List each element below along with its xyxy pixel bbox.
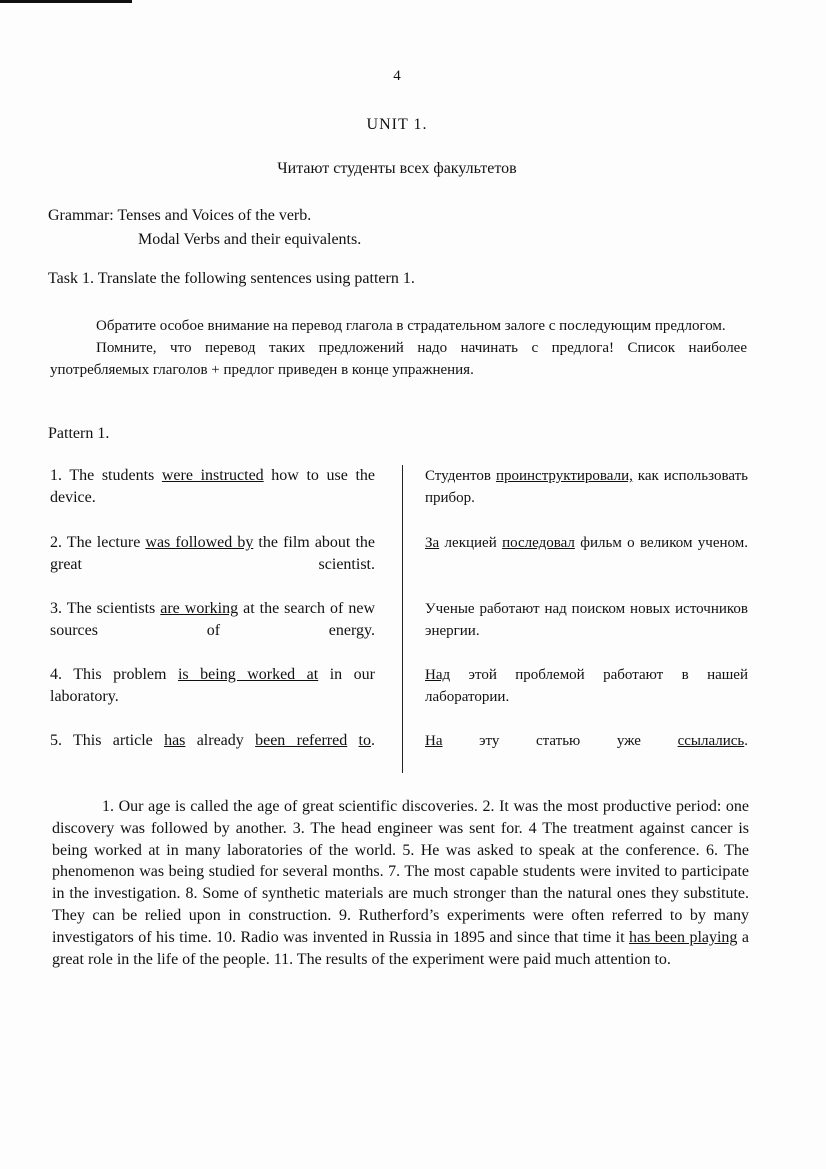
- exercise-paragraph: 1. Our age is called the age of great scientific discoveries. 2. It was the most productive period: one discovery was followed by another. 3. The head engineer was sent for. 4 The treatment against cancer is being worked at in many laboratories of the world. 5. He was asked to speak at the conference. 6. The phenomenon was being studied for several months. 7. The most capable students were invited to participate in the investigation. 8. Some of synthetic materials are much stronger than the natural ones they substitute. They can be relied upon in construction. 9. Rutherford’s experiments were often referred to by many investigators of his time. 10. Radio was invented in Russia in 1895 and since that time it has been playing a great role in the life of the people. 11. The results of the experiment were paid much attention to.: [52, 798, 749, 968]
- underlined-phrase: За: [425, 535, 440, 551]
- russian-translation: Ученые работают над поиском новых источников энергии.: [425, 601, 748, 639]
- underlined-phrase: На: [425, 733, 443, 749]
- russian-translation: На эту статью уже ссылались.: [425, 733, 748, 749]
- instructions: [50, 315, 747, 381]
- english-sentence: 4. This problem is being worked at in our laboratory.: [50, 666, 376, 705]
- top-scan-line: [0, 0, 132, 3]
- underlined-phrase: ссылались: [677, 733, 745, 749]
- underlined-phrase: to: [358, 732, 371, 749]
- instruction-paragraph-2: Помните, что перевод таких предложений надо начинать с предлога! Список наиболее употребляемых глаголов + предлог приведен в конце упражнения.: [50, 340, 747, 378]
- task-heading: Task 1. Translate the following sentences using pattern 1.: [48, 270, 415, 287]
- underlined-phrase: has: [164, 732, 186, 749]
- pattern-row-3: [50, 598, 748, 646]
- underlined-phrase: been referred: [255, 732, 348, 749]
- english-sentence: 1. The students were instructed how to use the device.: [50, 467, 375, 506]
- underlined-phrase: последовал: [502, 535, 575, 551]
- grammar-line-2: Modal Verbs and their equivalents.: [138, 231, 362, 248]
- page-number: 4: [393, 68, 401, 84]
- underlined-phrase: are working: [160, 600, 239, 617]
- underlined-phrase: Над: [425, 667, 451, 683]
- english-sentence: 5. This article has already been referred to.: [50, 732, 375, 749]
- instruction-paragraph-1: Обратите особое внимание на перевод глагола в страдательном залоге с последующим предлогом.: [96, 318, 726, 334]
- pattern-row-4: [50, 664, 748, 712]
- unit-title: UNIT 1.: [366, 116, 428, 133]
- pattern-label: Pattern 1.: [48, 425, 110, 442]
- underlined-phrase: was followed by: [145, 534, 254, 551]
- underlined-phrase: were instructed: [161, 467, 264, 484]
- grammar-line-1: Grammar: Tenses and Voices of the verb.: [48, 207, 312, 224]
- underlined-phrase: is being worked at: [177, 666, 319, 683]
- russian-translation: За лекцией последовал фильм о великом ученом.: [425, 535, 748, 551]
- pattern-row-5: [50, 730, 748, 778]
- underlined-phrase: проинструктировали,: [495, 468, 633, 484]
- underlined-phrase: has been playing: [629, 928, 738, 946]
- english-sentence: 2. The lecture was followed by the film about the great scientist.: [50, 534, 376, 573]
- pattern-row-1: [50, 465, 748, 513]
- subtitle: Читают студенты всех факультетов: [277, 160, 517, 177]
- english-sentence: 3. The scientists are working at the search of new sources of energy.: [50, 600, 376, 639]
- grammar-topics: [48, 204, 361, 252]
- exercise-sentences: [52, 796, 749, 970]
- pattern-table: [50, 465, 748, 775]
- pattern-row-2: [50, 532, 748, 580]
- russian-translation: Студентов проинструктировали, как использовать прибор.: [425, 468, 749, 506]
- russian-translation: Над этой проблемой работают в нашей лаборатории.: [425, 667, 748, 705]
